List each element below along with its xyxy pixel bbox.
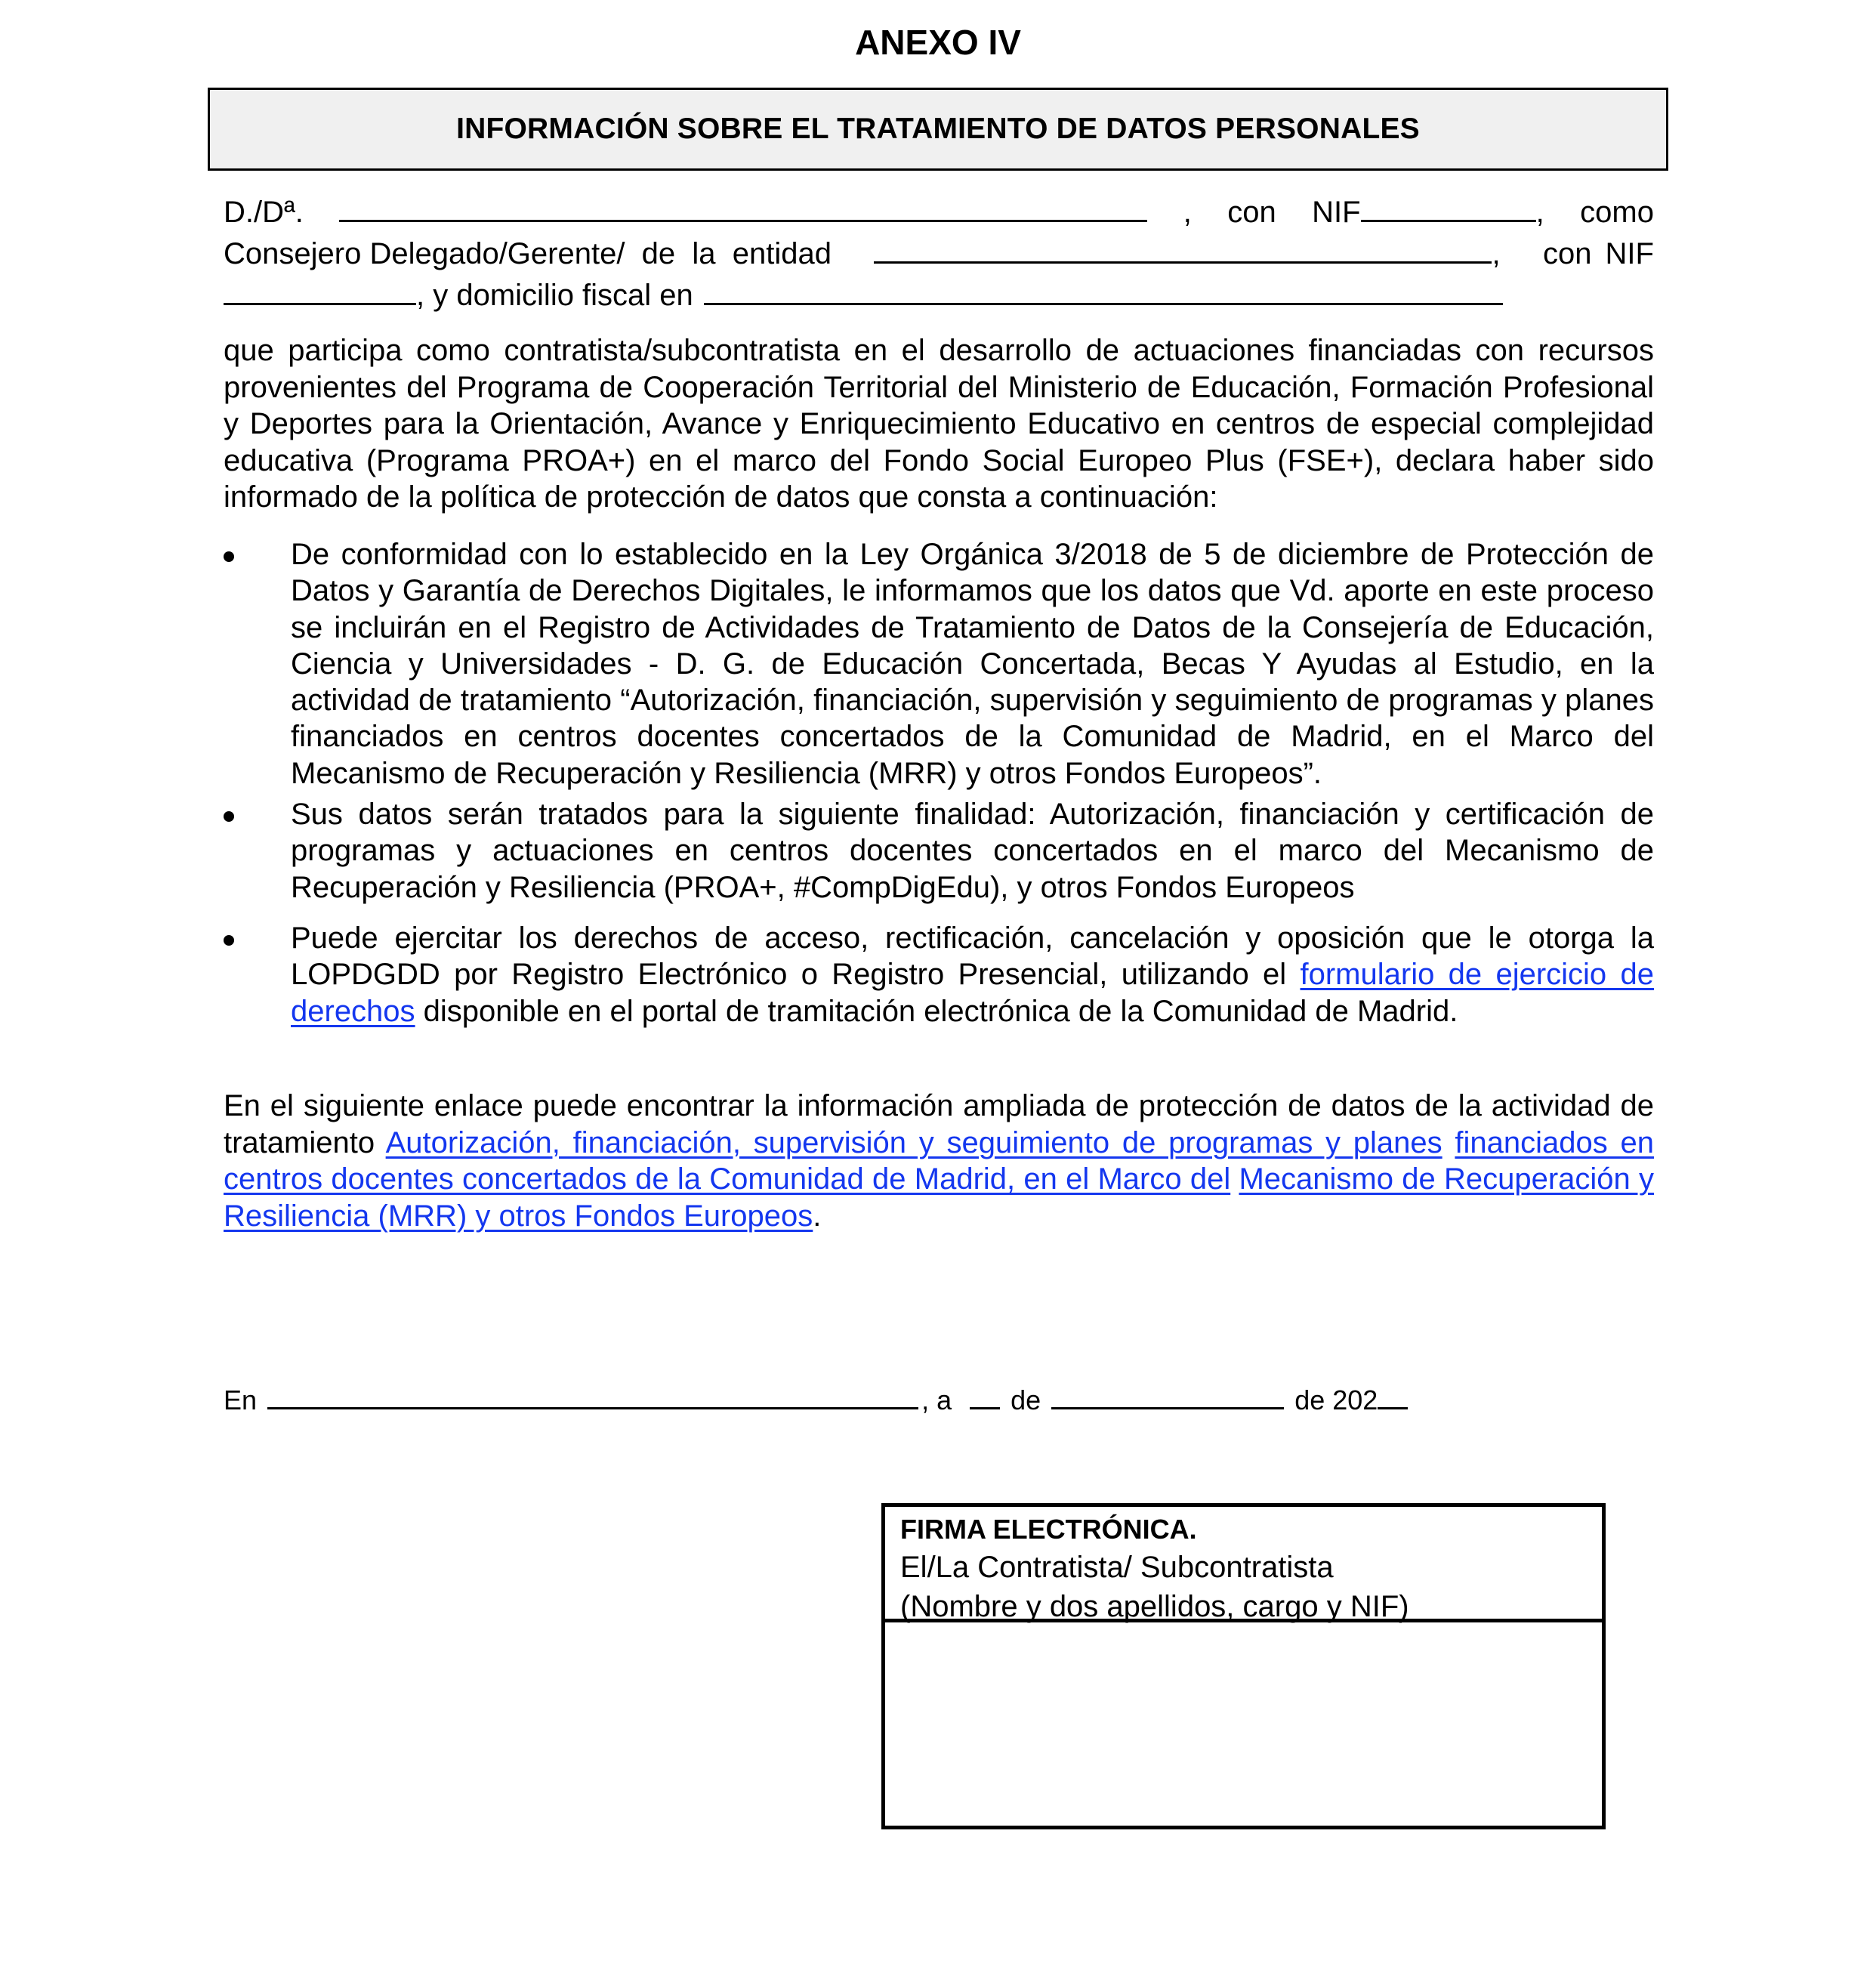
declarant-line-3 [224, 275, 1654, 316]
comma-2: , [1535, 196, 1544, 229]
year-digit-field[interactable] [1378, 1383, 1408, 1409]
bullet-text-before: Puede ejercitar los derechos de acceso, rectificación, cancelación y oposición que le otorga la LOPDGDD por Registro Electrónico o Registro Presencial, utilizando el [291, 921, 1654, 992]
section-header-box [208, 88, 1668, 171]
processing-activity-link-3[interactable]: Mecanismo de Recuperación y Resiliencia (MRR) y otros Fondos Europeos [224, 1162, 1654, 1233]
signature-box [881, 1503, 1606, 1829]
label-a: , a [921, 1385, 952, 1415]
label-nif-1: NIF [1312, 196, 1361, 229]
name-field[interactable] [339, 194, 1147, 222]
entity-nif-field[interactable] [224, 277, 416, 305]
section-header-title: INFORMACIÓN SOBRE EL TRATAMIENTO DE DATOS PERSONALES [456, 113, 1420, 145]
processing-activity-link-2[interactable]: financiados en centros docentes concertados de la Comunidad de Madrid, en el Marco del [224, 1125, 1654, 1196]
bullet-item-rights [224, 920, 1654, 1030]
intro-paragraph: que participa como contratista/subcontratista en el desarrollo de actuaciones financiadas con recursos provenientes del Programa de Cooperación Territorial del Ministerio de Educación, Formación Profesional y Deportes para la Orientación, Avance y Enriquecimiento Educativo en centros de especial complejidad educativa (Programa PROA+) en el marco del Fondo Social Europeo Plus (FSE+), declara haber sido informado de la política de protección de datos que consta a continuación: [224, 334, 1654, 514]
fiscal-address-field[interactable] [704, 277, 1503, 305]
signature-area[interactable] [885, 1622, 1602, 1822]
processing-activity-link-1[interactable]: Autorización, financiación, supervisión y seguimiento de programas y planes [385, 1125, 1442, 1159]
bullet-text: Sus datos serán tratados para la siguiente finalidad: Autorización, financiación y certificación de programas y actuaciones en centros docentes concertados en el marco del Mecanismo de Recuperación y Resiliencia (PROA+, #CompDigEdu), y otros Fondos Europeos [291, 798, 1654, 904]
bullet-text-after: disponible en el portal de tramitación electrónica de la Comunidad de Madrid. [415, 994, 1458, 1028]
comma-1: , [1183, 196, 1192, 229]
month-field[interactable] [1051, 1383, 1284, 1409]
label-de-2: de 202 [1294, 1385, 1378, 1415]
declarant-line-1 [224, 192, 1654, 233]
label-nif-2: NIF [1605, 237, 1654, 270]
day-field[interactable] [970, 1383, 1000, 1409]
bullet-icon [224, 551, 234, 562]
more-info-period: . [813, 1199, 822, 1233]
label-con-2: con [1543, 237, 1592, 270]
bullet-icon [224, 935, 234, 946]
rights-form-link[interactable]: formulario de ejercicio de derechos [291, 958, 1654, 1028]
label-de-1: de [1011, 1385, 1041, 1415]
place-date-line [224, 1382, 1411, 1419]
label-como: como [1580, 196, 1654, 229]
signature-role: El/La Contratista/ Subcontratista [900, 1551, 1334, 1584]
bullet-item-legal-basis [224, 536, 1654, 792]
bullet-text: De conformidad con lo establecido en la Ley Orgánica 3/2018 de 5 de diciembre de Protección de Datos y Garantía de Derechos Digitales, le informamos que los datos que Vd. aporte en este proceso se incluirán en el Registro de Actividades de Tratamiento de Datos de la Consejería de Educación, Ciencia y Universidades - D. G. de Educación Concertada, Becas Y Ayudas al Estudio, en la actividad de tratamiento “Autorización, financiación, supervisión y seguimiento de programas y planes financiados en centros docentes concertados de la Comunidad de Madrid, en el Marco del Mecanismo de Recuperación y Resiliencia (MRR) y otros Fondos Europeos”. [291, 538, 1654, 790]
nif-field[interactable] [1361, 194, 1536, 222]
bullet-item-purpose [224, 796, 1654, 906]
label-con-1: con [1227, 196, 1276, 229]
signature-instructions: (Nombre y dos apellidos, cargo y NIF) [900, 1590, 1409, 1623]
declarant-block [224, 192, 1654, 316]
place-field[interactable] [267, 1383, 918, 1409]
label-fiscal-address: , y domicilio fiscal en [416, 279, 693, 312]
label-role-entity: Consejero Delegado/Gerente/ de la entidad [224, 237, 832, 270]
more-info-paragraph [224, 1088, 1654, 1234]
annex-title: ANEXO IV [855, 23, 1021, 62]
label-en: En [224, 1385, 258, 1415]
signature-box-header [885, 1507, 1602, 1622]
entity-field[interactable] [874, 236, 1492, 264]
signature-title: FIRMA ELECTRÓNICA. [900, 1514, 1197, 1545]
label-dona: D./Dª. [224, 196, 304, 229]
declarant-line-2 [224, 233, 1654, 275]
comma-3: , [1492, 237, 1501, 270]
bullet-icon [224, 811, 234, 822]
more-info-text: En el siguiente enlace puede encontrar la información ampliada de protección de datos de la actividad de tratamiento [224, 1089, 1654, 1159]
